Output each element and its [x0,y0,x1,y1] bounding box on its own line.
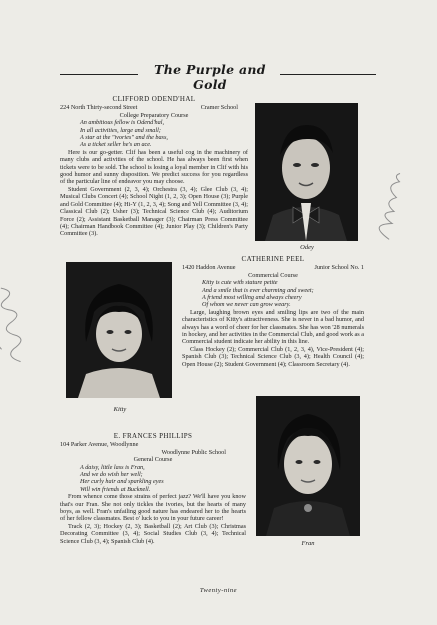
student-course: Commercial Course [248,271,298,279]
student-activities: Student Government (2, 3, 4); Orchestra (3, 4); Glee Club (3, 4); Musical Clubs Concert (4); School Night (1, 2, 3); Open House (3); Purple and Gold Committee (4); Hi-Y (1, 2, 3, 4); Song and Yell Committee (3, 4); Classical Club (2); Usher (3); Technical Science Club (4); Auditorium Force (2); Assistant Basketball Manager (3); Chairman Press Committee (4); Chairman Handbook Committee (4); Junior Play (3); Children's Party Committee (3). [60,185,248,238]
page-number: Twenty-nine [199,587,238,594]
student-address: 1420 Haddon Avenue [182,264,236,272]
verse-line: And a smile that is ever charming and sweet; [202,286,314,294]
header-rule-right [280,74,376,75]
student-name: CLIFFORD ODEND'HAL [112,95,196,103]
student-course: General Course [133,456,173,464]
student-school: Junior School No. 1 [314,264,364,272]
verse-line: Kitty is cute with stature petite [202,279,278,287]
photo-caption: Fran [301,540,315,547]
student-address: 104 Parker Avenue, Woodlynne [60,441,139,449]
bio-clifford [60,96,248,238]
bio-catherine [182,256,364,368]
verse-line: An ambitious fellow is Odend'hal, [80,119,164,127]
header-rule-left [60,74,138,75]
verse-line: As a ticket seller he's an ace. [80,141,152,149]
photo-caption: Odey [300,244,314,251]
page-title: The Purple and Gold [154,62,266,92]
verse-line: Will win friends at Bucknell. [80,485,151,493]
student-name: CATHERINE PEEL [241,255,305,263]
student-name: E. FRANCES PHILLIPS [113,432,193,440]
bio-frances [60,433,246,545]
handwritten-signature [360,165,422,245]
student-photo-catherine [66,262,172,398]
student-address: 224 North Thirty-second Street [60,104,138,112]
verse-line: Of whom we never can grow weary. [202,301,291,309]
student-description: From whence come those strains of perfect jazz? We'll have you know that's our Fran. She not only tickles the ivories, but the hearts of many boys, as well. Fran's unfailing good nature has endeared her to the hearts of her fellow classmates. Best o' luck to you in your future career! [60,493,246,523]
student-activities: Track (2, 3); Hockey (2, 3); Basketball (2); Art Club (3); Christmas Decorating Committee (3, 4); Social Studies Club (3, 4); Technical Science Club (3, 4); Spanish Club (4). [60,522,246,545]
student-activities: Class Hockey (2); Commercial Club (1, 2, 3, 4), Vice-President (4); Spanish Club (3); Technical Science Club (3, 4); Health Council (4); Open House (2); Student Government (4); Classroom Secretary (4). [182,345,364,368]
verse-line: And we do wish her well; [80,471,143,479]
verse-line: A friend most willing and always cheery [202,294,302,302]
handwritten-signature [0,282,37,369]
student-description: Large, laughing brown eyes and smiling lips are two of the main characteristics of Kitty's attractiveness. She is never in a bad humor, and always has a word of cheer for her classmates. She has won '28 numerals in hockey, and her activities in the Commercial Club, and good work as a Commercial student indicate her ability in this line. [182,308,364,346]
verse-line: A daisy, little lass is Fran, [80,463,145,471]
verse-line: Her curly hair and sparkling eyes [80,478,164,486]
student-photo-clifford [255,103,358,241]
student-school: Cramer School [200,104,238,112]
photo-caption: Kitty [113,406,127,413]
verse-line: In all activities, large and small; [80,126,161,134]
student-school: Woodlynne Public School [161,448,226,456]
student-photo-frances [256,396,360,536]
student-description: Here is our go-getter. Clif has been a useful cog in the machinery of many clubs and activities of the school. He has always been first when tickets were to be sold. The school is losing a loyal member in Clif with his good humor and sunny disposition. We predict success for you regardless of the particular line of endeavor you may choose. [60,148,248,186]
student-course: College Preparatory Course [119,111,189,119]
verse-line: A star at the "ivories" and the bass, [80,134,168,142]
